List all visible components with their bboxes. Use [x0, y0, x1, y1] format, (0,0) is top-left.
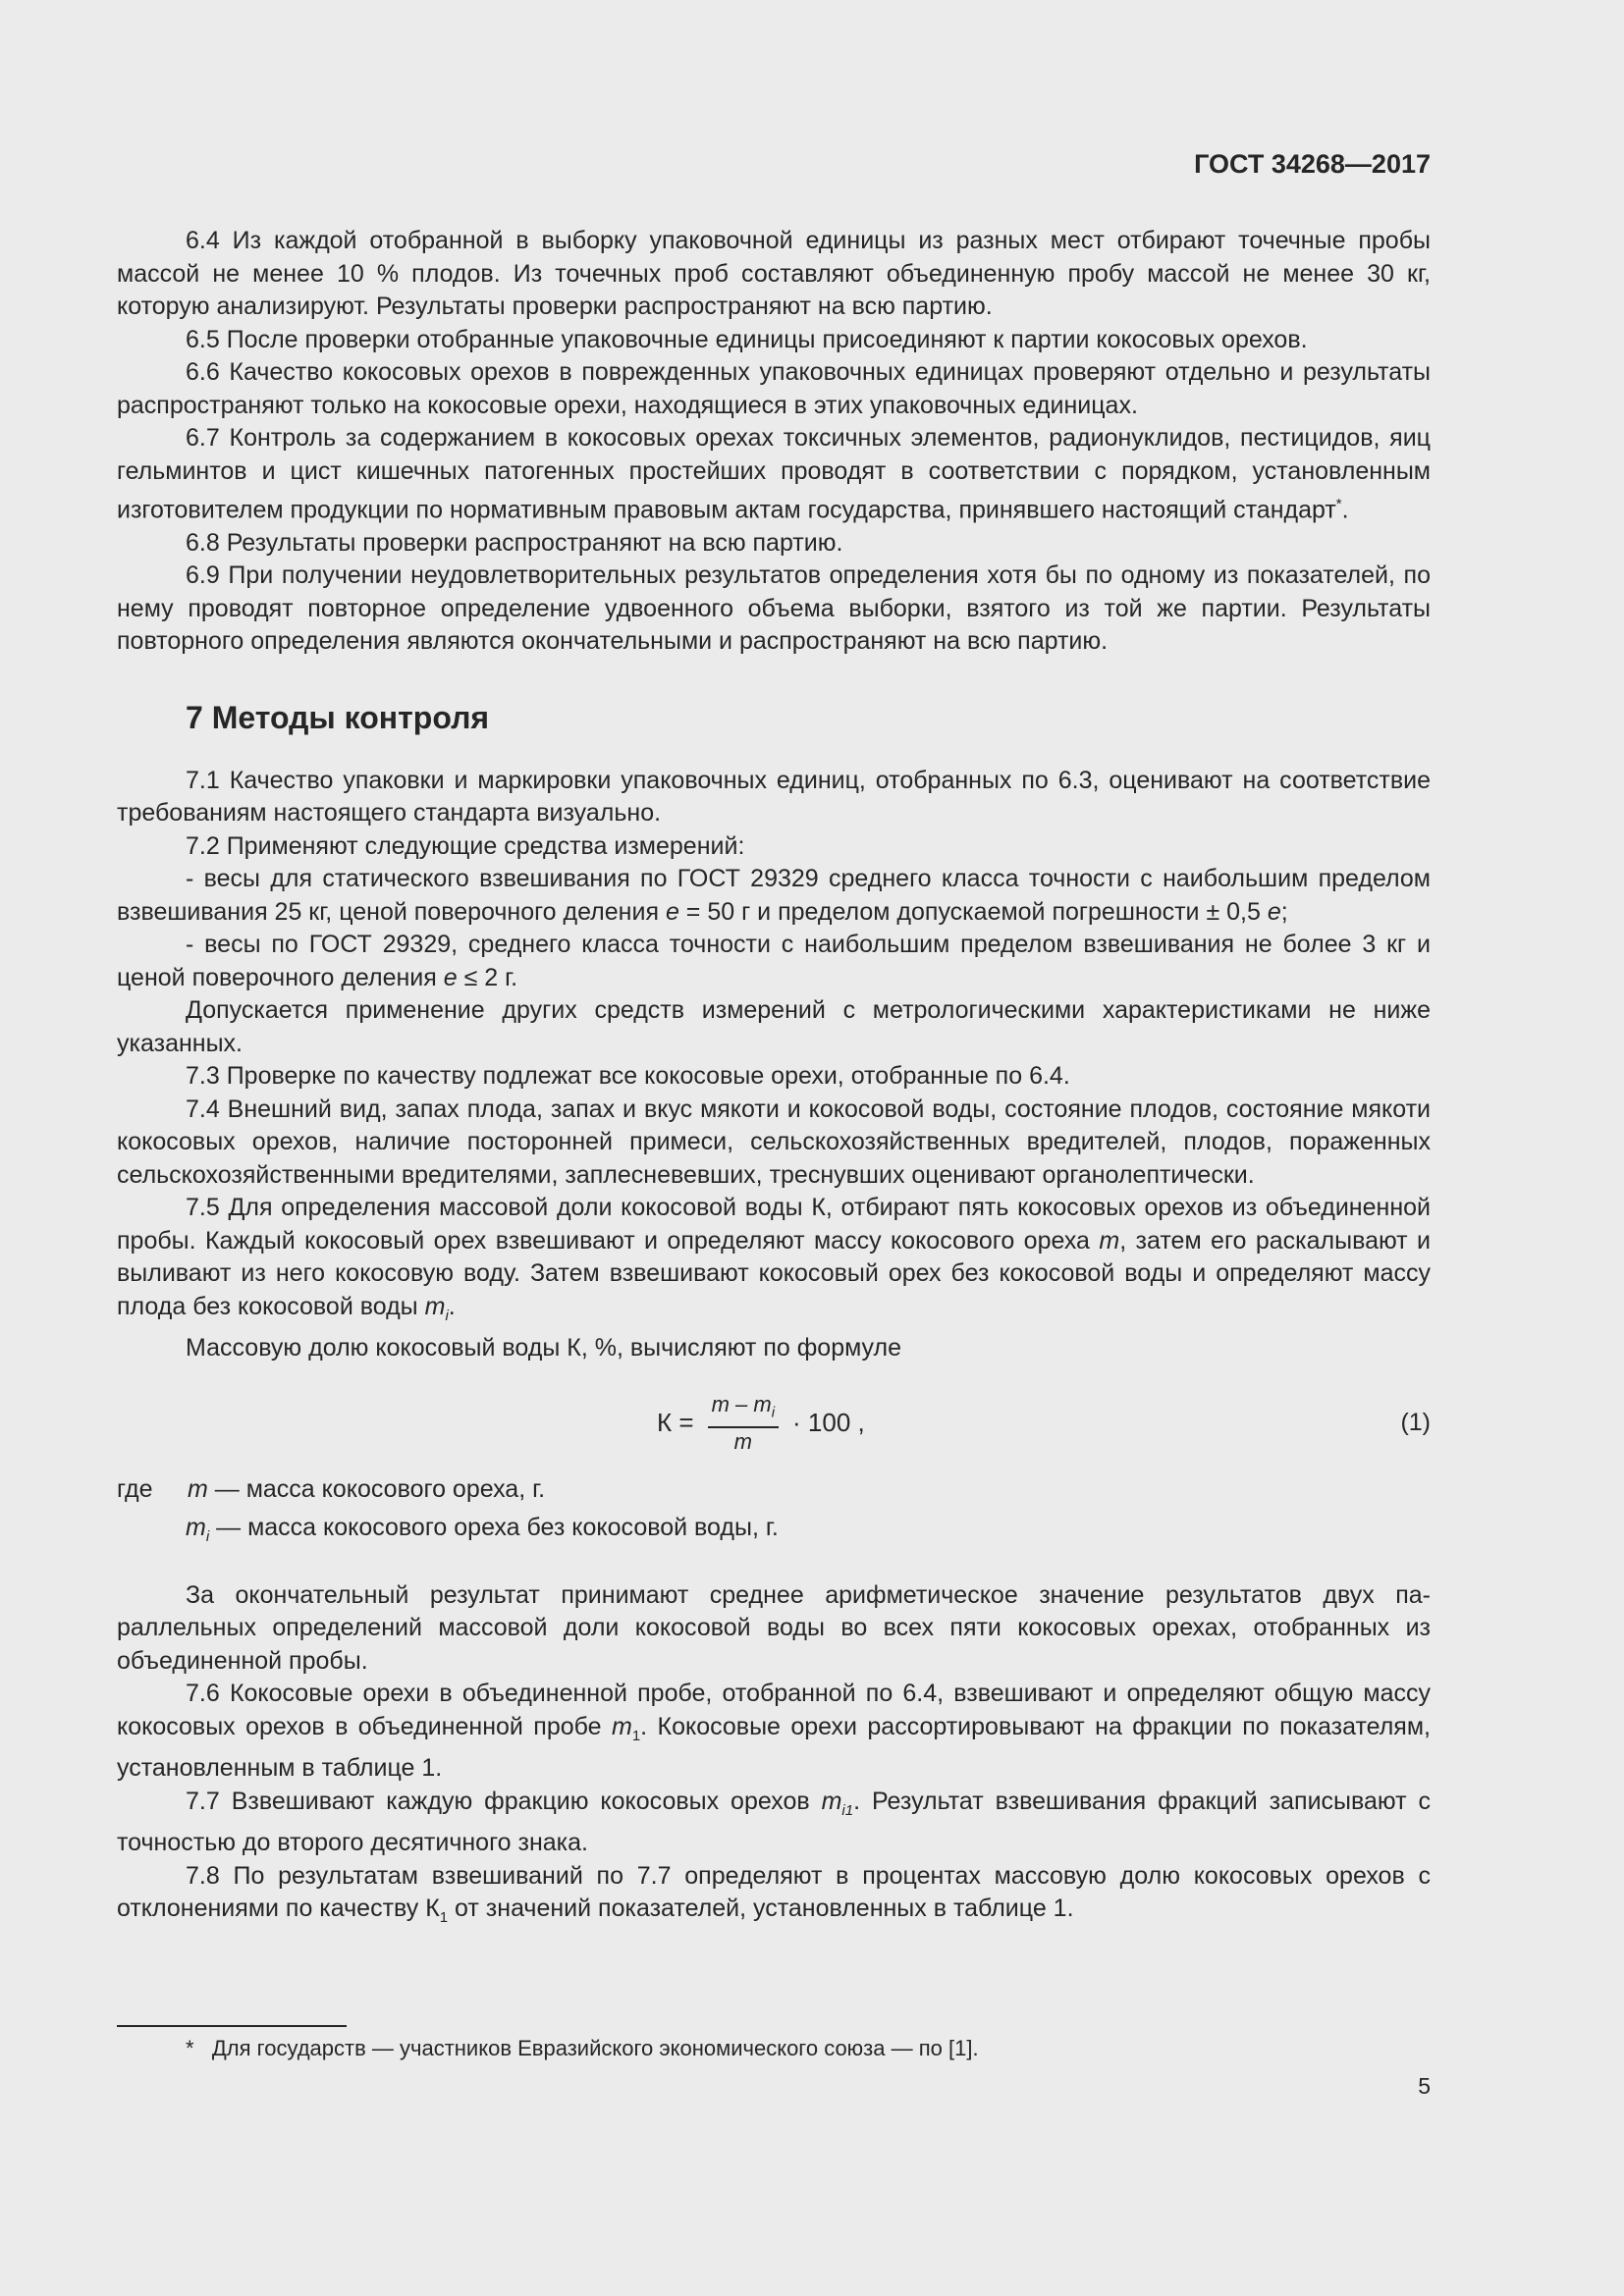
paragraph-7-2-c: Допускается применение других средств измерений с метрологическими характеристиками не ниже указанных. — [117, 996, 1431, 1057]
text-run: 7.6 Кокосовые орехи в объединенной пробе, отобранной по 6.4, взвешивают и определяют общую массу кокосовых орехов в объединенной пробе — [117, 1680, 1431, 1740]
paragraph-7-5-result: За окончательный результат принимают среднее арифметическое значение результатов двух параллельных определений массовой доли кокосовой воды во всех пяти кокосовых орехах, отобранных из объединенной пробы. — [117, 1580, 1431, 1675]
symbol-m: m — [424, 1292, 446, 1320]
paragraph-6-7-text: 6.7 Контроль за содержанием в кокосовых орехах токсичных элементов, радионуклидов, пестицидов, яиц гельминтов и цист кишечных патогенных простейших проводят в соответствии с порядком, установленным изготовителем продукции по нормативным правовым актам государства, принявшего настоящий стандарт — [117, 424, 1431, 524]
page-number: 5 — [1418, 2073, 1431, 2099]
paragraph-7-2-a — [117, 863, 1431, 929]
text-run: — масса кокосового ореха без кокосовой воды, г. — [209, 1514, 779, 1542]
symbol-subscript: 1 — [631, 1727, 641, 1744]
paragraph-6-4: 6.4 Из каждой отобранной в выборку упаковочной единицы из разных мест отбирают точечные пробы массой не менее 10 % плодов. Из точечных проб составляют объединенную пробу массой не менее 30 кг, которую анализируют. Результаты проверки распространяют на всю партию. — [117, 227, 1431, 320]
paragraph-7-8 — [117, 1860, 1431, 1935]
section-7-title: 7 Методы контроля — [186, 699, 490, 735]
text-run: m – m — [711, 1391, 772, 1416]
text-run: 7.8 По результатам взвешиваний по 7.7 определяют в процентах массовую долю кокосовых орехов с отклонениями по качеству К — [117, 1861, 1431, 1923]
symbol-m: m — [188, 1474, 208, 1503]
paragraph-6-6: 6.6 Качество кокосовых орехов в поврежденных упаковочных единицах проверяют отдельно и результаты распространяют только на кокосовые орехи, находящиеся в этих упаковочных единицах. — [117, 358, 1431, 419]
text-run: = 50 г и пределом допускаемой погрешности ± 0,5 — [678, 897, 1268, 926]
definition-2 — [186, 1512, 1431, 1554]
paragraph-6-8: 6.8 Результаты проверки распространяют на всю партию. — [186, 528, 843, 557]
footnote-ref: * — [1335, 496, 1342, 512]
symbol-m: m — [1099, 1226, 1120, 1255]
symbol-subscript: i — [205, 1528, 210, 1546]
paragraph-6-5: 6.5 После проверки отобранные упаковочные единицы присоединяют к партии кокосовых орехов. — [186, 325, 1308, 353]
symbol-e: е — [443, 963, 458, 991]
text-run: . Кокосовые орехи рассортировывают на фракции по показателям, установленным в таблице 1. — [117, 1712, 1431, 1783]
paragraph-7-5 — [117, 1192, 1431, 1332]
equation-number: (1) — [1400, 1408, 1431, 1436]
paragraph-7-4: 7.4 Внешний вид, запах плода, запах и вкус мякоти и кокосовой воды, состояние плодов, состояние мякоти кокосовых орехов, наличие посторонней примеси, сельскохозяйственных вредителей, плодов, пораженных сельскохозяйственными вредителями, заплесневевших, треснувших оценивают органолептически. — [117, 1095, 1431, 1189]
where-label: где — [117, 1474, 153, 1503]
paragraph-6-7 — [117, 422, 1431, 527]
formula-block — [117, 1387, 1431, 1458]
symbol-m: m — [821, 1787, 842, 1815]
formula-rhs: · 100 , — [792, 1408, 865, 1438]
symbol-subscript: i — [445, 1307, 449, 1324]
document-body — [117, 225, 1431, 1935]
text-run: - весы по ГОСТ 29329, среднего класса точности с наибольшим пределом взвешивания не более 3 кг и ценой поверочного деления — [117, 931, 1431, 991]
footnote-separator — [117, 2025, 347, 2027]
paragraph-7-2-b — [117, 929, 1431, 994]
text-run: ; — [1280, 897, 1288, 926]
formula-lhs: К = — [657, 1408, 694, 1438]
footnote-mark: * — [186, 2036, 194, 2060]
text-run: , затем его раскалывают и выливают из него кокосовую воду. Затем взвешивают кокосовый орех без кокосовой воды и определяют массу плода без кокосовой воды — [117, 1226, 1431, 1320]
symbol-subscript: i — [771, 1404, 776, 1421]
footnote — [186, 2034, 979, 2063]
paragraph-6-9: 6.9 При получении неудовлетворительных результатов определения хотя бы по одному из показателей, по нему проводят повторное определение удвоенного объема выборки, взятого из той же партии. Результаты повторного определения являются окончательными и распространяют на всю партию. — [117, 561, 1431, 656]
paragraph-7-2: 7.2 Применяют следующие средства измерений: — [186, 831, 745, 860]
formula-numerator — [708, 1391, 779, 1428]
formula-fraction — [708, 1391, 779, 1456]
footnote-text: Для государств — участников Евразийского экономического союза — по [1]. — [211, 2036, 979, 2060]
text-run: 7.5 Для определения массовой доли кокосовой воды К, отбирают пять кокосовых орехов из объединенной пробы. Каждый кокосовый орех взвешивают и определяют массу кокосового ореха — [117, 1194, 1431, 1255]
document-code: ГОСТ 34268—2017 — [1194, 149, 1431, 179]
definition-row — [117, 1473, 1431, 1507]
formula — [657, 1391, 865, 1456]
definition-1 — [188, 1473, 545, 1507]
paragraph-7-6 — [117, 1678, 1431, 1786]
symbol-e: е — [665, 897, 679, 926]
text-run: — масса кокосового ореха, г. — [207, 1474, 546, 1503]
paragraph-7-7 — [117, 1786, 1431, 1860]
paragraph-7-5-formula-intro: Массовую долю кокосовый воды К, %, вычисляют по формуле — [186, 1334, 902, 1362]
symbol-m: m — [186, 1514, 206, 1542]
symbol-e: е — [1267, 897, 1281, 926]
text-run: ≤ 2 г. — [457, 963, 518, 991]
symbol-m: m — [611, 1712, 632, 1740]
formula-denominator: m — [733, 1429, 752, 1455]
text-run: . — [448, 1292, 456, 1320]
text-run: . Результат взвешивания фракций записывают с точностью до второго десятичного знака. — [117, 1787, 1431, 1857]
text-run: 7.7 Взвешивают каждую фракцию кокосовых орехов — [186, 1787, 822, 1815]
text-run: от значений показателей, установленных в таблице 1. — [448, 1895, 1074, 1923]
paragraph-7-1: 7.1 Качество упаковки и маркировки упаковочных единиц, отобранных по 6.3, оценивают на соответствие требованиям настоящего стандарта визуально. — [117, 766, 1431, 828]
text-run: - весы для статического взвешивания по ГОСТ 29329 среднего класса точности с наибольшим пределом взвешивания 25 кг, ценой поверочного деления — [117, 865, 1431, 926]
symbol-subscript: 1 — [439, 1909, 449, 1927]
symbol-subscript: i1 — [841, 1801, 854, 1819]
paragraph-7-3: 7.3 Проверке по качеству подлежат все кокосовые орехи, отобранные по 6.4. — [186, 1062, 1070, 1091]
paragraph-6-7-end: . — [1341, 496, 1349, 524]
